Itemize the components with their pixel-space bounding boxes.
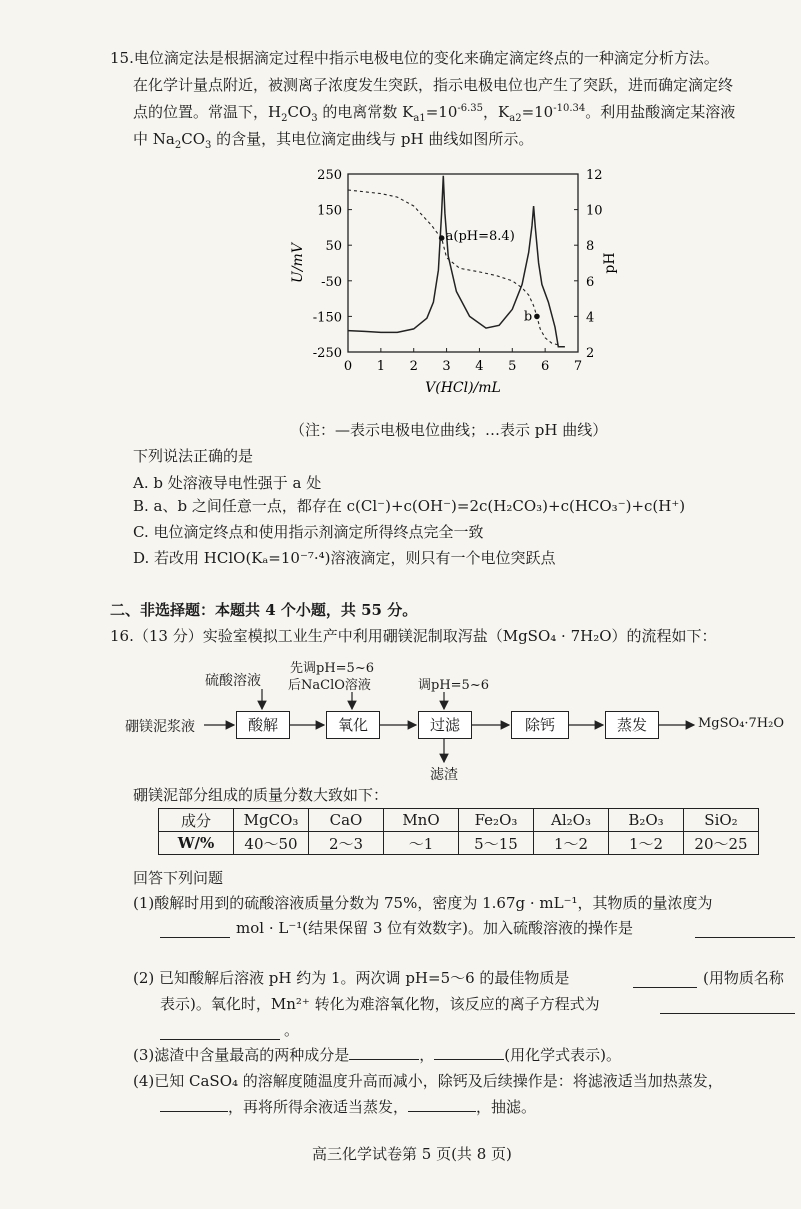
table-cell: 5～15 — [459, 832, 534, 855]
flow-box-filtration: 过滤 — [418, 711, 472, 739]
part1-line1: (1)酸解时用到的硫酸溶液质量分数为 75%，密度为 1.67g · mL⁻¹，其物质的量浓度为 — [133, 894, 713, 912]
part4-line2: ，再将所得余液适当蒸发， ，抽滤。 — [160, 1097, 536, 1117]
table-header: MgCO₃ — [234, 809, 309, 832]
y-left-tick-label: 150 — [317, 203, 342, 219]
table-cell: 1～2 — [534, 832, 609, 855]
y-left-tick-label: -50 — [321, 274, 342, 290]
x-tick-label: 7 — [573, 359, 583, 374]
table-header: Fe₂O₃ — [459, 809, 534, 832]
flow-top-acid: 硫酸溶液 — [205, 673, 261, 689]
q15-line3: 点的位置。常温下，$H_2CO_3$ 的电离常数 $K_{a1}=10^{-6.35}$，$K_{a2}=10^{-10.34}$。利用盐酸滴定某溶液 — [133, 103, 736, 124]
table-caption: 硼镁泥部分组成的质量分数大致如下： — [133, 786, 389, 804]
y-right-tick-label: 2 — [586, 346, 595, 361]
q15-line2: 在化学计量点附近，被测离子浓度发生突跃，指示电极电位也产生了突跃，进而确定滴定终 — [133, 76, 734, 94]
part4-line1: (4)已知 CaSO₄ 的溶解度随温度升高而减小，除钙及后续操作是：将滤液适当加热蒸发， — [133, 1072, 723, 1090]
composition-table — [158, 808, 759, 855]
y-right-tick-label: 6 — [586, 274, 595, 290]
y-left-tick-label: -150 — [312, 310, 342, 326]
table-header: Al₂O₃ — [534, 809, 609, 832]
x-tick-label: 0 — [343, 359, 353, 374]
part2-line2: 表示)。氧化时，Mn²⁺ 转化为难溶氧化物，该反应的离子方程式为 — [160, 995, 600, 1013]
y-left-tick-label: 50 — [325, 239, 342, 255]
part2-line1-end: (用物质名称 — [703, 969, 784, 987]
y-left-tick-label: -250 — [312, 346, 342, 361]
table-header: SiO₂ — [684, 809, 759, 832]
flow-top-naclo: 后NaClO溶液 — [288, 678, 371, 693]
table-cell: 2～3 — [309, 832, 384, 855]
x-tick-label: 5 — [508, 359, 517, 374]
flow-box-evaporation: 蒸发 — [605, 711, 659, 739]
answer-blank[interactable] — [408, 1111, 476, 1112]
annotation-label: a(pH=8.4) — [445, 229, 515, 245]
answer-blank[interactable] — [660, 1012, 795, 1014]
option-c: C. 电位滴定终点和使用指示剂滴定所得终点完全一致 — [133, 523, 484, 541]
flow-residue: 滤渣 — [430, 767, 458, 783]
annotation-label: b — [523, 309, 533, 325]
x-tick-label: 1 — [376, 359, 385, 374]
flow-start: 硼镁泥浆液 — [125, 719, 195, 735]
answer-prompt: 回答下列问题 — [133, 869, 224, 887]
part1-line2: mol · L⁻¹(结果保留 3 位有效数字)。加入硫酸溶液的操作是 — [236, 919, 634, 937]
table-row — [159, 832, 759, 855]
answer-blank[interactable] — [434, 1059, 504, 1060]
option-b: B. a、b 之间任意一点，都存在 c(Cl⁻)+c(OH⁻)=2c(H₂CO₃)+c(HCO₃⁻)+c(H⁺) — [133, 497, 686, 515]
option-d: D. 若改用 HClO(Kₐ=10⁻⁷·⁴)溶液滴定，则只有一个电位突跃点 — [133, 549, 556, 567]
part3-line: (3)滤渣中含量最高的两种成分是 ， (用化学式表示)。 — [133, 1046, 621, 1064]
answer-blank[interactable] — [160, 1111, 228, 1112]
flow-box-acidolysis: 酸解 — [236, 711, 290, 739]
option-a: A. b 处溶液导电性强于 a 处 — [133, 474, 322, 492]
part2-line1: (2) 已知酸解后溶液 pH 约为 1。两次调 pH=5～6 的最佳物质是 — [133, 969, 570, 987]
table-header: 成分 — [159, 809, 234, 832]
y-right-tick-label: 8 — [586, 239, 595, 255]
flow-top-ph2: 调pH=5~6 — [418, 678, 489, 693]
part2-line3-end: 。 — [284, 1021, 300, 1039]
y-right-tick-label: 10 — [586, 203, 603, 219]
chart-note: （注：—表示电极电位曲线；…表示 pH 曲线） — [290, 421, 608, 439]
section-title: 二、非选择题：本题共 4 个小题，共 55 分。 — [110, 601, 418, 619]
q15-question: 下列说法正确的是 — [133, 447, 254, 465]
flow-box-decalcify: 除钙 — [511, 711, 569, 739]
x-tick-label: 3 — [442, 359, 451, 374]
y-right-axis-label: pH — [602, 252, 618, 274]
y-right-tick-label: 4 — [586, 310, 595, 326]
q16-intro: 16.（13 分）实验室模拟工业生产中利用硼镁泥制取泻盐（MgSO₄ · 7H₂O）的流程如下： — [110, 627, 717, 645]
flow-product: MgSO₄·7H₂O — [698, 716, 785, 731]
q15-line4: 中 $Na_2CO_3$ 的含量，其电位滴定曲线与 pH 曲线如图所示。 — [133, 130, 534, 151]
table-header: CaO — [309, 809, 384, 832]
x-axis-label: V(HCl)/mL — [425, 380, 501, 396]
answer-blank[interactable] — [160, 936, 230, 938]
flow-top-ph1: 先调pH=5~6 — [290, 661, 374, 676]
table-cell: W/% — [159, 832, 234, 855]
table-cell: 40～50 — [234, 832, 309, 855]
x-tick-label: 4 — [475, 359, 484, 374]
table-cell: ～1 — [384, 832, 459, 855]
answer-blank[interactable] — [695, 936, 795, 938]
answer-blank[interactable] — [633, 986, 697, 988]
answer-blank[interactable] — [160, 1038, 280, 1040]
y-right-tick-label: 12 — [586, 168, 603, 183]
flow-box-oxidation: 氧化 — [326, 711, 380, 739]
answer-blank[interactable] — [349, 1059, 419, 1060]
y-left-tick-label: 250 — [317, 168, 342, 183]
y-left-axis-label: U/mV — [290, 243, 306, 283]
table-header: B₂O₃ — [609, 809, 684, 832]
table-header-row — [159, 809, 759, 832]
q15-line1: 15.电位滴定法是根据滴定过程中指示电极电位的变化来确定滴定终点的一种滴定分析方法。 — [110, 49, 719, 67]
table-cell: 1～2 — [609, 832, 684, 855]
x-tick-label: 6 — [541, 359, 550, 374]
table-header: MnO — [384, 809, 459, 832]
table-cell: 20～25 — [684, 832, 759, 855]
page-footer: 高三化学试卷第 5 页(共 8 页) — [312, 1145, 512, 1163]
x-tick-label: 2 — [409, 359, 418, 374]
